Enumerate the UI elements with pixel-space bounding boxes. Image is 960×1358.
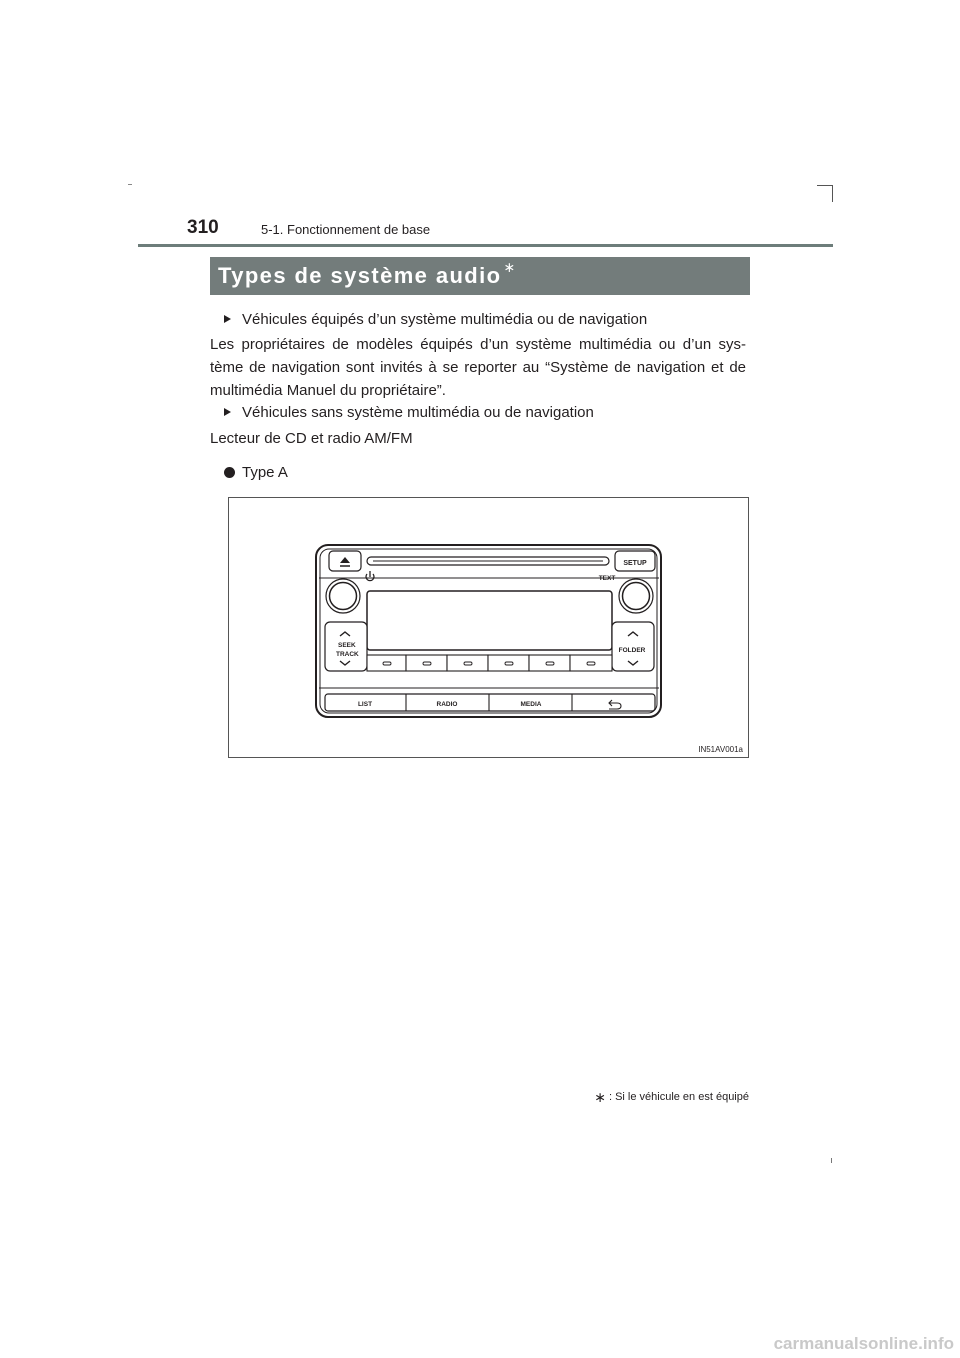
- footnote: [594, 1089, 749, 1106]
- header-rule: [138, 244, 833, 247]
- page-number: 310: [187, 217, 219, 238]
- list-item-text: Véhicules équipés d’un système multimédia ou de navigation: [242, 311, 648, 328]
- audio-unit-illustration: [229, 498, 750, 759]
- section-marker: ∗: [503, 259, 516, 275]
- list-label: LIST: [357, 701, 373, 708]
- triangle-bullet-icon: [224, 408, 231, 416]
- type-label-text: Type A: [242, 464, 288, 481]
- volume-knob: [326, 579, 360, 613]
- preset-buttons: [367, 655, 612, 671]
- folder-label: FOLDER: [618, 647, 646, 654]
- triangle-bullet-icon: [224, 315, 231, 323]
- crop-mark: [832, 185, 833, 202]
- track-label: TRACK: [336, 651, 359, 658]
- display-screen: [367, 591, 612, 650]
- section-title: Types de système audio: [218, 263, 502, 288]
- crop-mark: [817, 185, 833, 186]
- text-label: TEXT: [598, 575, 616, 582]
- seek-label: SEEK: [338, 642, 356, 649]
- chapter-title: 5-1. Fonctionnement de base: [261, 222, 431, 237]
- figure-code: IN51AV001a: [698, 745, 743, 754]
- crop-mark: [831, 1158, 832, 1163]
- setup-label: SETUP: [623, 560, 647, 567]
- bottom-button-row: [325, 694, 655, 711]
- watermark: carmanualsonline.info: [773, 1334, 954, 1353]
- section-header: [210, 257, 750, 295]
- footnote-marker: ∗: [594, 1089, 606, 1105]
- crop-mark: [128, 184, 132, 185]
- paragraph: Lecteur de CD et radio AM/FM: [210, 430, 413, 447]
- media-label: MEDIA: [520, 701, 542, 708]
- eject-button: [329, 551, 361, 571]
- paragraph: Les propriétaires de modèles équipés d’un système multimédia ou d’un sys-tème de navigation sont invités à se reporter au “Système de navigation et de multimédia Manuel du propriétaire”.: [210, 336, 746, 399]
- tune-knob: [619, 579, 653, 613]
- radio-label: RADIO: [436, 701, 458, 708]
- list-item: [224, 404, 594, 421]
- audio-unit-figure: [228, 497, 749, 758]
- list-item-text: Véhicules sans système multimédia ou de navigation: [242, 404, 594, 421]
- footnote-text: : Si le véhicule en est équipé: [608, 1091, 749, 1103]
- circle-bullet-icon: [224, 467, 235, 478]
- type-label: [224, 464, 288, 481]
- list-item: [224, 311, 647, 328]
